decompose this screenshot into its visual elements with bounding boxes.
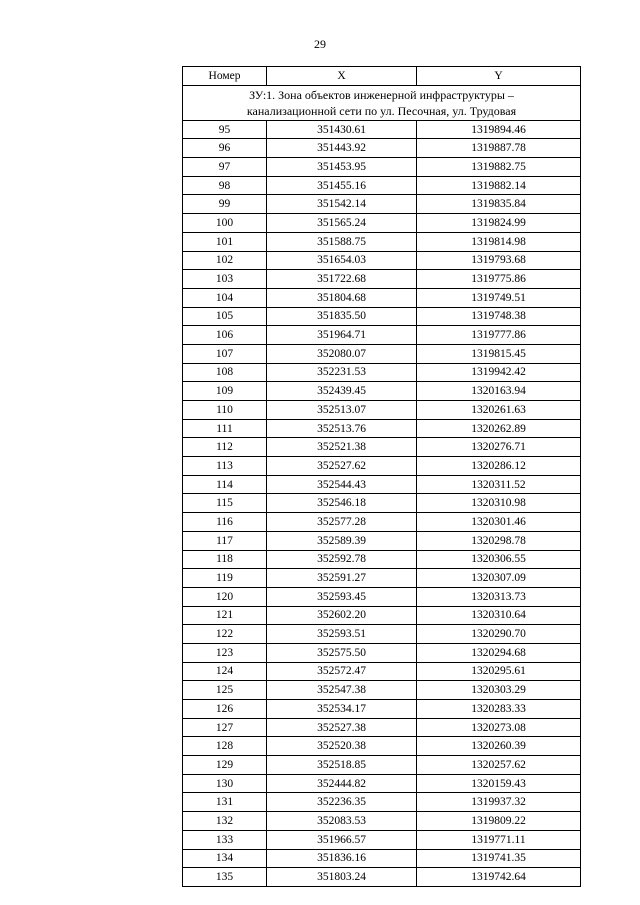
cell-number: 114 xyxy=(183,475,267,494)
cell-y: 1320306.55 xyxy=(417,550,581,569)
cell-x: 352231.53 xyxy=(267,363,417,382)
table-row xyxy=(183,812,581,831)
table-row xyxy=(183,494,581,513)
cell-y: 1319882.75 xyxy=(417,158,581,177)
table-row xyxy=(183,569,581,588)
cell-x: 352602.20 xyxy=(267,606,417,625)
table-row xyxy=(183,606,581,625)
table-row xyxy=(183,251,581,270)
table-row xyxy=(183,382,581,401)
cell-number: 110 xyxy=(183,401,267,420)
cell-number: 131 xyxy=(183,793,267,812)
table-row xyxy=(183,830,581,849)
header-number: Номер xyxy=(183,67,267,86)
cell-x: 352591.27 xyxy=(267,569,417,588)
cell-x: 352513.76 xyxy=(267,419,417,438)
cell-x: 351966.57 xyxy=(267,830,417,849)
cell-y: 1320311.52 xyxy=(417,475,581,494)
cell-number: 126 xyxy=(183,700,267,719)
table-row xyxy=(183,419,581,438)
cell-number: 135 xyxy=(183,868,267,887)
table-row xyxy=(183,756,581,775)
cell-x: 352572.47 xyxy=(267,662,417,681)
cell-y: 1319815.45 xyxy=(417,344,581,363)
table-row xyxy=(183,681,581,700)
cell-number: 95 xyxy=(183,120,267,139)
cell-y: 1320283.33 xyxy=(417,700,581,719)
cell-y: 1319824.99 xyxy=(417,214,581,233)
cell-x: 351455.16 xyxy=(267,176,417,195)
table-row xyxy=(183,270,581,289)
page-number: 29 xyxy=(314,37,326,51)
cell-number: 115 xyxy=(183,494,267,513)
table-row xyxy=(183,849,581,868)
cell-y: 1319771.11 xyxy=(417,830,581,849)
cell-y: 1320286.12 xyxy=(417,457,581,476)
cell-y: 1320298.78 xyxy=(417,531,581,550)
table-row xyxy=(183,513,581,532)
cell-x: 352547.38 xyxy=(267,681,417,700)
cell-x: 352527.62 xyxy=(267,457,417,476)
cell-y: 1319942.42 xyxy=(417,363,581,382)
table-row xyxy=(183,176,581,195)
cell-number: 97 xyxy=(183,158,267,177)
cell-x: 352534.17 xyxy=(267,700,417,719)
cell-x: 351654.03 xyxy=(267,251,417,270)
cell-number: 134 xyxy=(183,849,267,868)
coordinates-table xyxy=(182,66,581,887)
cell-number: 105 xyxy=(183,307,267,326)
table-row xyxy=(183,307,581,326)
cell-number: 133 xyxy=(183,830,267,849)
cell-number: 130 xyxy=(183,774,267,793)
cell-number: 109 xyxy=(183,382,267,401)
table-row xyxy=(183,662,581,681)
table-row xyxy=(183,401,581,420)
cell-x: 351542.14 xyxy=(267,195,417,214)
cell-y: 1320290.70 xyxy=(417,625,581,644)
cell-x: 352593.51 xyxy=(267,625,417,644)
cell-x: 352521.38 xyxy=(267,438,417,457)
cell-x: 352080.07 xyxy=(267,344,417,363)
cell-number: 121 xyxy=(183,606,267,625)
cell-x: 352589.39 xyxy=(267,531,417,550)
table-row xyxy=(183,457,581,476)
table-row xyxy=(183,531,581,550)
cell-x: 352544.43 xyxy=(267,475,417,494)
table-row xyxy=(183,214,581,233)
cell-x: 351443.92 xyxy=(267,139,417,158)
table-row xyxy=(183,643,581,662)
cell-number: 118 xyxy=(183,550,267,569)
table-row xyxy=(183,774,581,793)
cell-number: 124 xyxy=(183,662,267,681)
cell-y: 1320294.68 xyxy=(417,643,581,662)
cell-number: 119 xyxy=(183,569,267,588)
cell-x: 352236.35 xyxy=(267,793,417,812)
cell-y: 1320310.64 xyxy=(417,606,581,625)
cell-y: 1319809.22 xyxy=(417,812,581,831)
table-row xyxy=(183,793,581,812)
cell-y: 1319937.32 xyxy=(417,793,581,812)
cell-number: 98 xyxy=(183,176,267,195)
cell-number: 106 xyxy=(183,326,267,345)
cell-x: 352083.53 xyxy=(267,812,417,831)
table-row xyxy=(183,120,581,139)
cell-y: 1319814.98 xyxy=(417,232,581,251)
cell-x: 352439.45 xyxy=(267,382,417,401)
table-row xyxy=(183,158,581,177)
cell-x: 352513.07 xyxy=(267,401,417,420)
cell-x: 351430.61 xyxy=(267,120,417,139)
cell-y: 1320295.61 xyxy=(417,662,581,681)
cell-x: 351836.16 xyxy=(267,849,417,868)
cell-y: 1319742.64 xyxy=(417,868,581,887)
cell-number: 122 xyxy=(183,625,267,644)
cell-number: 99 xyxy=(183,195,267,214)
cell-x: 352520.38 xyxy=(267,737,417,756)
cell-y: 1319749.51 xyxy=(417,288,581,307)
cell-x: 351803.24 xyxy=(267,868,417,887)
cell-x: 352518.85 xyxy=(267,756,417,775)
table-row xyxy=(183,344,581,363)
section-title-line-2: канализационной сети по ул. Песочная, ул. Трудовая xyxy=(246,103,517,118)
cell-number: 112 xyxy=(183,438,267,457)
table-row xyxy=(183,288,581,307)
cell-number: 101 xyxy=(183,232,267,251)
cell-y: 1319775.86 xyxy=(417,270,581,289)
cell-y: 1320261.63 xyxy=(417,401,581,420)
cell-number: 125 xyxy=(183,681,267,700)
cell-y: 1320163.94 xyxy=(417,382,581,401)
section-title-row xyxy=(183,85,581,120)
cell-y: 1320310.98 xyxy=(417,494,581,513)
cell-number: 113 xyxy=(183,457,267,476)
cell-x: 352444.82 xyxy=(267,774,417,793)
cell-y: 1320276.71 xyxy=(417,438,581,457)
table-row xyxy=(183,718,581,737)
cell-number: 116 xyxy=(183,513,267,532)
table-row xyxy=(183,475,581,494)
cell-number: 111 xyxy=(183,419,267,438)
cell-y: 1320257.62 xyxy=(417,756,581,775)
cell-x: 352527.38 xyxy=(267,718,417,737)
table-row xyxy=(183,700,581,719)
table-row xyxy=(183,587,581,606)
cell-y: 1320303.29 xyxy=(417,681,581,700)
cell-x: 351722.68 xyxy=(267,270,417,289)
section-title-line-1: ЗУ:1. Зона объектов инженерной инфраструктуры – xyxy=(249,87,514,102)
cell-y: 1320260.39 xyxy=(417,737,581,756)
cell-y: 1319887.78 xyxy=(417,139,581,158)
cell-x: 351835.50 xyxy=(267,307,417,326)
cell-y: 1319793.68 xyxy=(417,251,581,270)
header-x: X xyxy=(267,67,417,86)
cell-x: 351964.71 xyxy=(267,326,417,345)
cell-y: 1319741.35 xyxy=(417,849,581,868)
cell-number: 129 xyxy=(183,756,267,775)
cell-y: 1319748.38 xyxy=(417,307,581,326)
cell-number: 127 xyxy=(183,718,267,737)
cell-x: 351453.95 xyxy=(267,158,417,177)
cell-number: 120 xyxy=(183,587,267,606)
cell-y: 1320159.43 xyxy=(417,774,581,793)
cell-y: 1319777.86 xyxy=(417,326,581,345)
cell-x: 352577.28 xyxy=(267,513,417,532)
cell-number: 132 xyxy=(183,812,267,831)
cell-x: 352593.45 xyxy=(267,587,417,606)
cell-number: 123 xyxy=(183,643,267,662)
table-row xyxy=(183,195,581,214)
table-row xyxy=(183,232,581,251)
cell-x: 351565.24 xyxy=(267,214,417,233)
table-row xyxy=(183,625,581,644)
cell-x: 352575.50 xyxy=(267,643,417,662)
cell-y: 1320273.08 xyxy=(417,718,581,737)
table-row xyxy=(183,438,581,457)
cell-number: 104 xyxy=(183,288,267,307)
table-row xyxy=(183,737,581,756)
cell-x: 351588.75 xyxy=(267,232,417,251)
table-body xyxy=(183,85,581,886)
cell-x: 351804.68 xyxy=(267,288,417,307)
cell-number: 103 xyxy=(183,270,267,289)
cell-x: 352592.78 xyxy=(267,550,417,569)
cell-number: 102 xyxy=(183,251,267,270)
cell-y: 1320307.09 xyxy=(417,569,581,588)
table-row xyxy=(183,139,581,158)
table-row xyxy=(183,326,581,345)
table-row xyxy=(183,868,581,887)
cell-y: 1320262.89 xyxy=(417,419,581,438)
cell-number: 100 xyxy=(183,214,267,233)
cell-y: 1320313.73 xyxy=(417,587,581,606)
header-y: Y xyxy=(417,67,581,86)
cell-number: 128 xyxy=(183,737,267,756)
table-header-row xyxy=(183,67,581,86)
cell-number: 107 xyxy=(183,344,267,363)
cell-y: 1319835.84 xyxy=(417,195,581,214)
table-row xyxy=(183,363,581,382)
cell-x: 352546.18 xyxy=(267,494,417,513)
cell-y: 1319882.14 xyxy=(417,176,581,195)
cell-number: 117 xyxy=(183,531,267,550)
table-row xyxy=(183,550,581,569)
cell-number: 108 xyxy=(183,363,267,382)
cell-y: 1319894.46 xyxy=(417,120,581,139)
cell-y: 1320301.46 xyxy=(417,513,581,532)
section-title xyxy=(183,85,581,120)
cell-number: 96 xyxy=(183,139,267,158)
